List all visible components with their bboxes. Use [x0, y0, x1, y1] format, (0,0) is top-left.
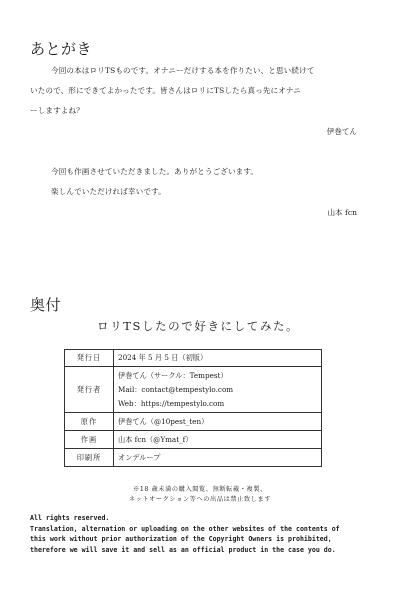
printer-value: オンデループ — [114, 449, 322, 467]
rights-line-4: therefore we will save it and sell as an official product in the case you do. — [30, 545, 336, 554]
afterword-paragraph2-line2: 楽しんでいただければ幸いです。 — [51, 187, 166, 196]
publisher-name: 伊巻てん（サークル：Tempest） — [118, 370, 228, 380]
publisher-web: Web：https://tempestylo.com — [118, 398, 225, 408]
colophon-row-published — [65, 350, 322, 367]
afterword-signature-1: 伊巻てん — [326, 127, 357, 136]
published-label: 発行日 — [65, 350, 114, 367]
book-title: ロリTSしたので好きにしてみた。 — [97, 319, 300, 333]
publisher-mail: Mail：contact@tempestylo.com — [118, 384, 234, 394]
colophon-row-author — [65, 413, 322, 431]
printer-label: 印刷所 — [65, 449, 114, 467]
afterword-paragraph1-line3: ーしますよね？ — [30, 106, 84, 115]
colophon-heading: 奥付 — [30, 296, 62, 314]
rights-line-2: Translation, alternation or uploading on the other websites of the contents of — [30, 524, 340, 533]
artist-value: 山本 fcn（@Ymat_f） — [114, 431, 322, 449]
rights-notice — [30, 513, 340, 555]
colophon-row-artist — [65, 431, 322, 449]
author-value: 伊巻てん（@10pest_ten） — [114, 413, 322, 431]
afterword-paragraph1-line2: いたので、形にできてよかったです。皆さんはロリにTSしたら真っ先にオナニ — [30, 86, 301, 95]
afterword-paragraph2-line1: 今回も作画させていただきました。ありがとうございます。 — [51, 167, 259, 176]
rights-line-1: All rights reserved. — [30, 514, 110, 522]
age-notice-line-2: ネットオークション等への出品は禁止致します — [128, 495, 272, 503]
afterword-heading: あとがき — [30, 40, 93, 58]
publisher-label: 発行者 — [65, 367, 114, 413]
colophon-row-printer — [65, 449, 322, 467]
age-notice-line-1: ※18 歳未満の購入閲覧、無断転載・複製、 — [133, 486, 267, 493]
rights-line-3: this work without prior authorization of the Copyright Owners is prohibited, — [30, 535, 332, 543]
afterword-signature-2: 山本 fcn — [327, 208, 357, 217]
publisher-value — [114, 367, 322, 413]
artist-label: 作画 — [65, 431, 114, 449]
colophon-table — [64, 349, 322, 467]
age-notice — [0, 485, 400, 504]
published-value: 2024 年 5 月 5 日（初版） — [114, 350, 322, 367]
author-label: 原作 — [65, 413, 114, 431]
colophon-row-publisher — [65, 367, 322, 413]
afterword-paragraph1-line1: 今回の本はロリTSものです。オナニーだけする本を作りたい、と思い続けて — [51, 66, 315, 75]
